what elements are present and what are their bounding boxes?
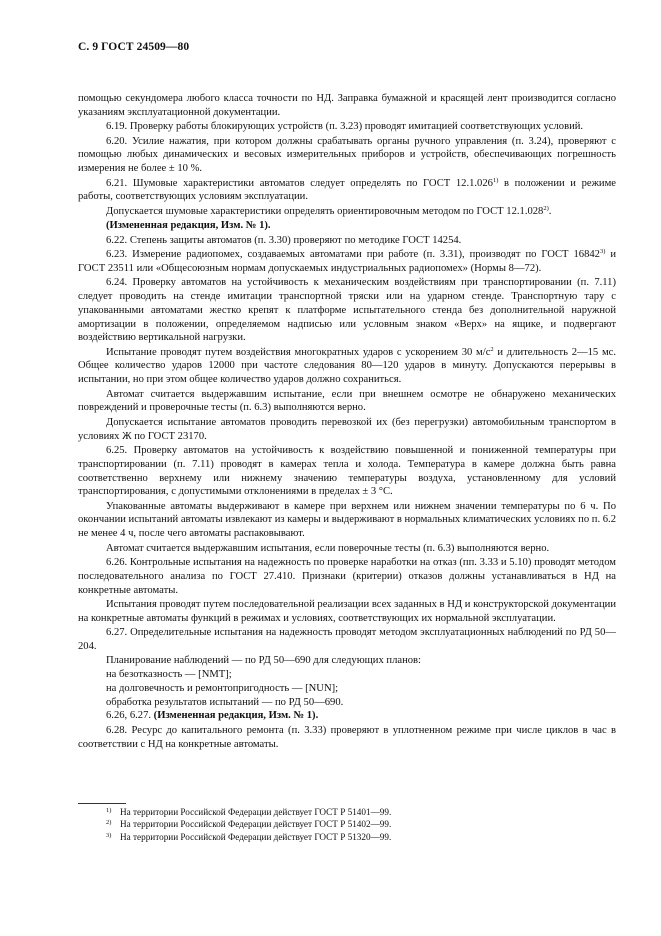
paragraph-p18: Планирование наблюдений — по РД 50—690 для следующих планов:: [106, 655, 421, 667]
paragraph-p20: на долговечность и ремонтопригодность — [NUN];: [106, 682, 339, 694]
document-body: [78, 92, 616, 752]
paragraph-p12: 6.25. Проверку автоматов на устойчивость к воздействию повышенной и пониженной температуры при транспортировании (п. 7.11) проводят в камерах тепла и холода. Температура в камере должна быть равна соответственно верхнему или нижнему значению температуры воздуха, установленному для условий транспортирования, с допустимыми отклонениями в пределах ± 3 °С.: [78, 445, 616, 498]
paragraph-p19: на безотказность — [NMT];: [106, 669, 232, 681]
paragraph-p10: Автомат считается выдержавшим испытание, если при внешнем осмотре не обнаружено механических повреждений и проверочные тесты (п. 6.3) выполняются верно.: [78, 388, 616, 414]
footnote-2: 2) На территории Российской Федерации действует ГОСТ Р 51402—99.: [106, 819, 392, 830]
paragraph-p13: Упакованные автоматы выдерживают в камере при верхнем или нижнем значении температуры по 6 ч. По окончании испытаний автоматы извлекают из камеры и выдерживают в нормальных климатических условиях по п. 6.2 не менее 4 ч, после чего автоматы распаковывают.: [78, 500, 616, 540]
superscript: 2: [490, 345, 494, 353]
footnote-1: 1) На территории Российской Федерации действует ГОСТ Р 51401—99.: [106, 807, 392, 817]
paragraph-p21: обработка результатов испытаний — по РД 50—690.: [106, 696, 344, 708]
paragraph-p8: 6.24. Проверку автоматов на устойчивость к механическим воздействиям при транспортировании (п. 7.11) следует проводить на стенде имитации транспортной тряски или на ударном стенде. Транспортную тару с упакованными автоматами жестко крепят к платформе испытательного стенда без дополнительной наружной амортизации в положении, определяемом надписью или условным знаком «Верх» на ящике, и подвергают воздействию вертикальной нагрузки.: [78, 277, 616, 344]
paragraph-p23: 6.28. Ресурс до капитального ремонта (п. 3.33) проверяют в уплотненном режиме при числе циклов в час в соответствии с НД на конкретные автоматы.: [78, 724, 616, 750]
paragraph-p0: помощью секундомера любого класса точности по НД. Заправка бумажной и красящей лент производится согласно указаниям эксплуатационной документации.: [78, 93, 616, 118]
footnote-3: 3) На территории Российской Федерации действует ГОСТ Р 51320—99.: [106, 831, 392, 842]
amendment-note: (Измененная редакция, Изм. № 1).: [106, 220, 271, 232]
paragraph-p22: 6.26, 6.27. (Измененная редакция, Изм. № 1).: [106, 710, 319, 722]
superscript: 2): [543, 204, 549, 212]
paragraph-p14: Автомат считается выдержавшим испытания, если поверочные тесты (п. 6.3) выполняются верно.: [106, 542, 550, 554]
paragraph-p6: 6.22. Степень защиты автоматов (п. 3.30) проверяют по методике ГОСТ 14254.: [106, 234, 462, 246]
paragraph-p15: 6.26. Контрольные испытания на надежность по проверке наработки на отказ (пп. 3.33 и 5.10) проводят методом последовательного анализа по ГОСТ 27.410. Признаки (критерии) отказов должны устанавливаться в НД на конкретные автоматы.: [78, 557, 616, 596]
footnote-text: На территории Российской Федерации действует ГОСТ Р 51320—99.: [120, 831, 392, 842]
paragraph-p4: Допускается шумовые характеристики определять ориентировочным методом по ГОСТ 12.1.028$^{2)}$.: [106, 204, 552, 217]
paragraph-p2: 6.20. Усилие нажатия, при котором должны срабатывать органы ручного управления (п. 3.24), проверяют с помощью любых динамических и весовых измерительных приборов и устройств, обеспечивающих погрешность измерения не более ± 10 %.: [78, 135, 616, 175]
paragraph-p9: Испытание проводят путем воздействия многократных ударов с ускорением 30 $м/с^2$ и длительность 2—15 мс. Общее количество ударов 12000 при частоте следования 80—120 ударов в минуту. Допускаются перерывы в испытании, но при этом общее количество ударов должно сохраниться.: [78, 345, 616, 386]
amendment-note: (Измененная редакция, Изм. № 1).: [153, 710, 319, 722]
footnotes: [106, 806, 606, 843]
superscript: 3): [599, 248, 606, 256]
superscript: 1): [492, 176, 499, 184]
paragraph-p11: Допускается испытание автоматов проводить перевозкой их (без перегрузки) автомобильным транспортом в условиях Ж по ГОСТ 23170.: [78, 416, 616, 442]
paragraph-p1: 6.19. Проверку работы блокирующих устройств (п. 3.23) проводят имитацией соответствующих условий.: [106, 121, 584, 133]
paragraph-p16: Испытания проводят путем последовательной реализации всех заданных в НД и конструкторской документации на конкретные автоматы функций в режимах и условиях, соответствующих их нормальной эксплуатации.: [78, 599, 616, 624]
paragraph-p7: 6.23. Измерение радиопомех, создаваемых автоматами при работе (п. 3.31), производят по ГОСТ 16842$^{3)}$ и ГОСТ 23511 или «Общесоюзным нормам допускаемых индустриальных радиопомех» (Нормы 8—72).: [78, 248, 617, 274]
footnote-divider: [78, 803, 126, 804]
paragraph-p5: [78, 219, 616, 233]
paragraph-p3: 6.21. Шумовые характеристики автоматов следует определять по ГОСТ 12.1.026$^{1)}$ в положении и режиме работы, соответствующих условиям эксплуатации.: [78, 176, 616, 203]
page-header: С. 9 ГОСТ 24509—80: [78, 41, 190, 53]
footnote-text: На территории Российской Федерации действует ГОСТ Р 51401—99.: [120, 807, 392, 817]
paragraph-p17: 6.27. Определительные испытания на надежность проводят методом эксплуатационных наблюдений по РД 50—204.: [78, 627, 616, 652]
footnote-text: На территории Российской Федерации действует ГОСТ Р 51402—99.: [120, 819, 392, 830]
